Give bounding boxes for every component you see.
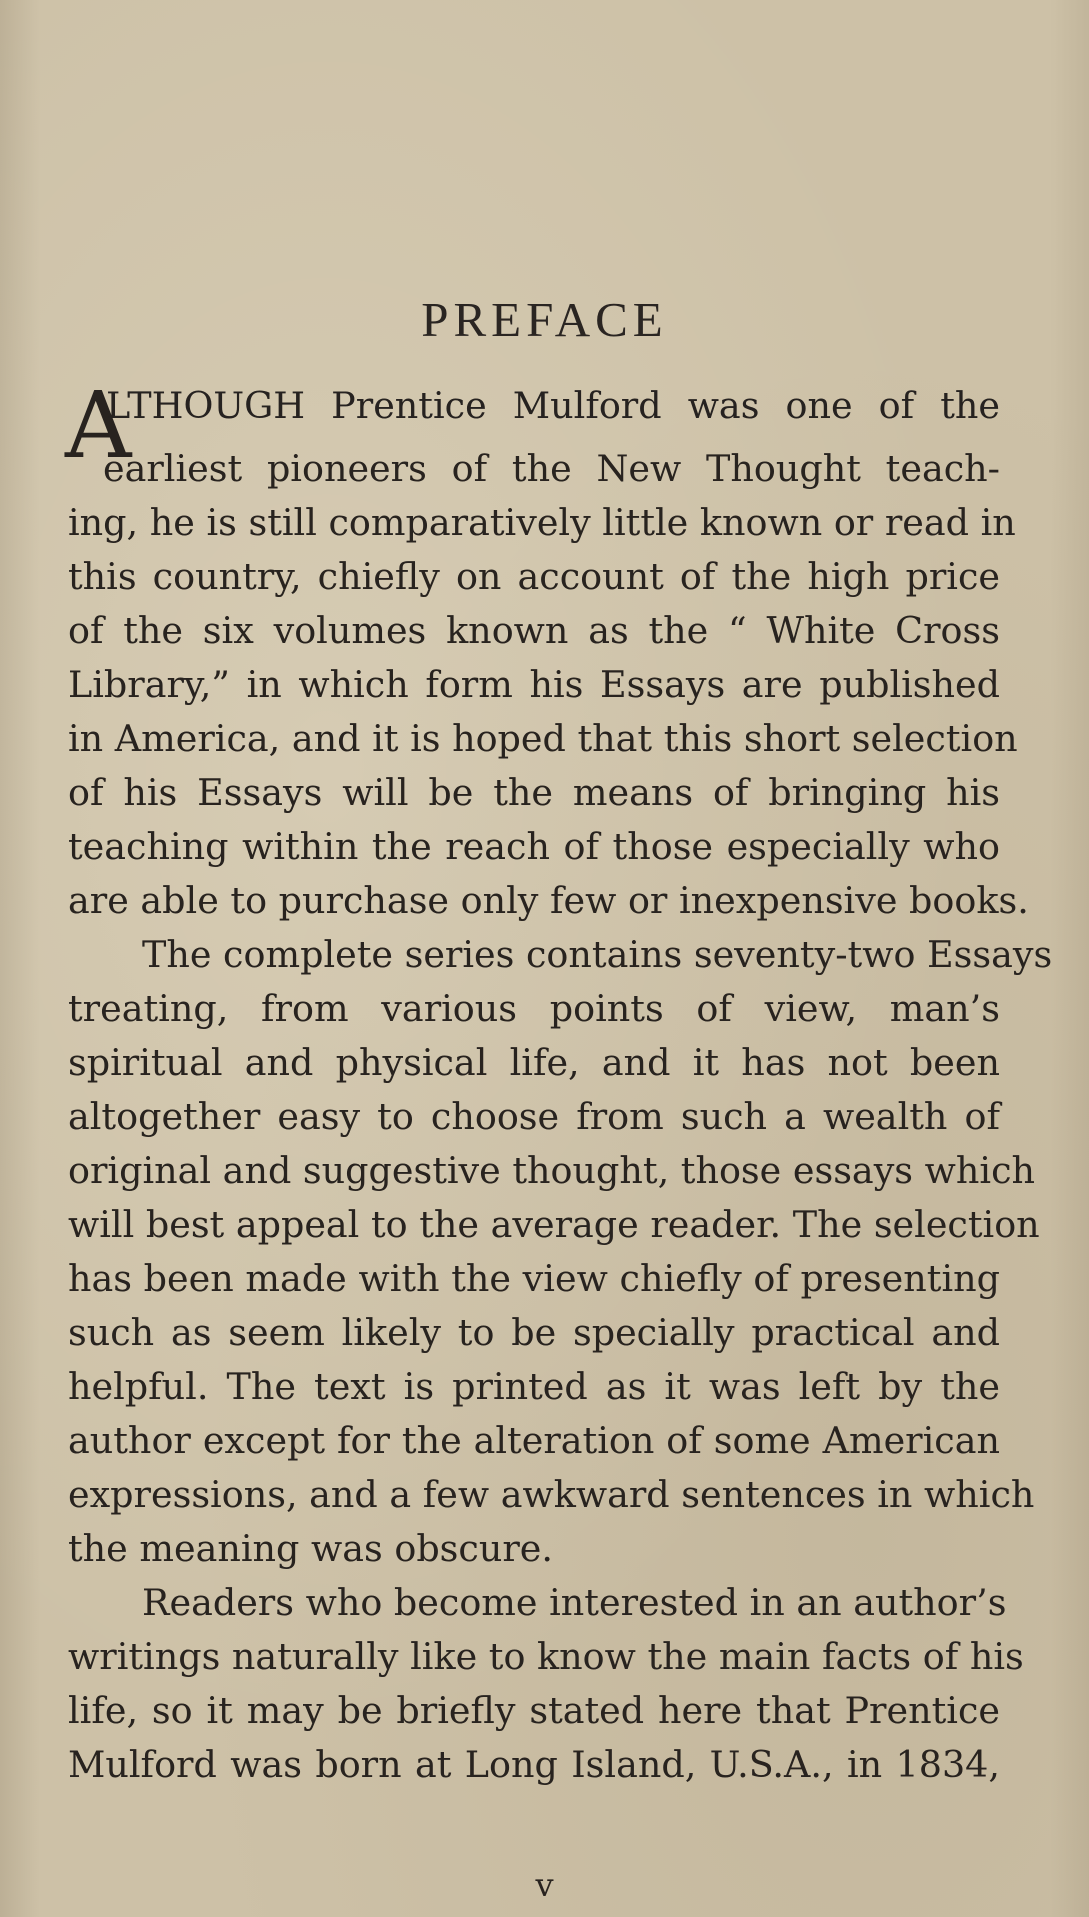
text-line: expressions, and a few awkward sentences in which	[68, 1473, 1035, 1516]
text-line: of the six volumes known as the “ White Cross	[68, 609, 1000, 652]
text-line: LTHOUGH Prentice Mulford was one of the	[106, 384, 1000, 427]
page-title: PREFACE	[421, 292, 668, 347]
text-line: will best appeal to the average reader. The selection	[68, 1203, 1040, 1246]
text-line: life, so it may be briefly stated here that Prentice	[68, 1689, 1000, 1732]
text-line: such as seem likely to be specially practical and	[68, 1311, 1000, 1354]
text-line: helpful. The text is printed as it was left by the	[68, 1365, 1000, 1408]
text-line: teaching within the reach of those especially who	[68, 825, 1000, 868]
text-line: of his Essays will be the means of bringing his	[68, 771, 1000, 814]
text-line: author except for the alteration of some American	[68, 1419, 1000, 1462]
text-line: The complete series contains seventy-two Essays	[142, 933, 1053, 976]
text-line: Library,” in which form his Essays are published	[68, 663, 1000, 706]
text-line: are able to purchase only few or inexpensive books.	[68, 879, 1029, 922]
text-line: altogether easy to choose from such a wealth of	[68, 1095, 1000, 1138]
text-line: original and suggestive thought, those essays which	[68, 1149, 1036, 1192]
drop-cap: A	[65, 372, 132, 479]
text-line: Mulford was born at Long Island, U.S.A., in 1834,	[68, 1743, 1000, 1786]
text-line: ing, he is still comparatively little known or read in	[68, 501, 1016, 544]
text-line: writings naturally like to know the main facts of his	[68, 1635, 1024, 1678]
text-line: earliest pioneers of the New Thought teach-	[103, 447, 1000, 490]
text-line: has been made with the view chiefly of presenting	[68, 1257, 1000, 1300]
text-line: in America, and it is hoped that this short selection	[68, 717, 1018, 760]
page-number: v	[535, 1866, 554, 1904]
text-line: this country, chiefly on account of the high price	[68, 555, 1000, 598]
text-line: Readers who become interested in an author’s	[142, 1581, 1007, 1624]
text-line: treating, from various points of view, man’s	[68, 987, 1000, 1030]
text-line: the meaning was obscure.	[68, 1527, 554, 1570]
text-line: spiritual and physical life, and it has not been	[68, 1041, 1000, 1084]
